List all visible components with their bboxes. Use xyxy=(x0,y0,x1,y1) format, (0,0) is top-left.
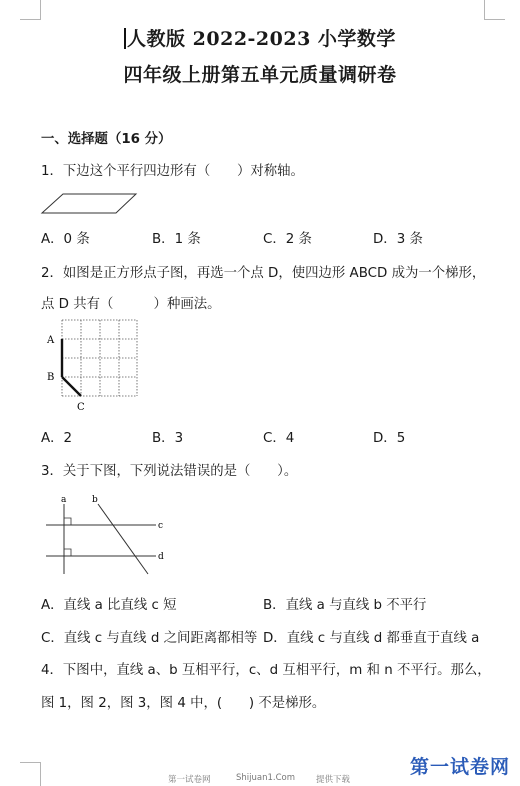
line-b xyxy=(98,504,148,574)
q2-option-a[interactable]: A．2 xyxy=(41,431,73,446)
right-angle-mark-top xyxy=(64,518,71,525)
line-label-a: a xyxy=(61,495,67,505)
point-label-c: C xyxy=(77,402,85,413)
q1-option-d[interactable]: D．3 条 xyxy=(373,232,423,247)
q3-option-a[interactable]: A．直线 a 比直线 c 短 xyxy=(41,598,177,613)
q1-parallelogram-figure xyxy=(40,192,140,217)
line-label-c: c xyxy=(158,521,164,531)
footer-left: 第一试卷网 xyxy=(168,775,211,785)
right-angle-mark-bottom xyxy=(64,549,71,556)
parallelogram-shape xyxy=(42,194,136,213)
q2-option-c[interactable]: C．4 xyxy=(263,431,295,446)
q3-option-c[interactable]: C．直线 c 与直线 d 之间距离都相等 xyxy=(41,631,258,646)
section-heading: 一、选择题（16 分） xyxy=(41,132,172,147)
text-cursor xyxy=(124,28,126,49)
corner-mark-top-right-h xyxy=(484,19,505,20)
corner-mark-top-right-v xyxy=(484,0,485,20)
corner-mark-bottom-left-h xyxy=(20,762,41,763)
q2-option-d[interactable]: D．5 xyxy=(373,431,406,446)
point-label-a: A xyxy=(47,335,55,346)
corner-mark-top-left-h xyxy=(20,19,41,20)
document-title-line1 xyxy=(0,24,520,51)
corner-mark-top-left-v xyxy=(40,0,41,20)
q2-option-b[interactable]: B．3 xyxy=(152,431,184,446)
segment-bc xyxy=(62,377,81,396)
point-label-b: B xyxy=(47,372,55,383)
dotted-grid xyxy=(62,320,137,396)
title-line1-text: 人教版 2022-2023 小学数学 xyxy=(127,28,396,50)
document-title-line2: 四年级上册第五单元质量调研卷 xyxy=(123,64,397,86)
q3-lines-figure xyxy=(40,494,170,580)
q4-stem-line1: 4．下图中，直线 a、b 互相平行，c、d 互相平行，m 和 n 不平行。那么， xyxy=(41,663,491,678)
q4-stem-line2: 图 1，图 2，图 3，图 4 中，( ) 不是梯形。 xyxy=(41,696,326,711)
q2-stem-line2: 点 D 共有（ ）种画法。 xyxy=(41,297,221,312)
line-label-d: d xyxy=(158,552,164,562)
q1-option-c[interactable]: C．2 条 xyxy=(263,232,312,247)
line-label-b: b xyxy=(92,495,98,505)
footer-middle: Shijuan1.Com xyxy=(236,773,296,783)
q2-dot-grid-figure xyxy=(44,318,144,416)
brand-watermark: 第一试卷网 xyxy=(410,756,511,778)
q1-option-b[interactable]: B．1 条 xyxy=(152,232,201,247)
q3-stem: 3．关于下图，下列说法错误的是（ ）。 xyxy=(41,464,298,479)
corner-mark-bottom-left-v xyxy=(40,762,41,786)
q1-stem: 1．下边这个平行四边形有（ ）对称轴。 xyxy=(41,164,304,179)
q1-option-a[interactable]: A．0 条 xyxy=(41,232,90,247)
q2-stem-line1: 2．如图是正方形点子图，再选一个点 D，使四边形 ABCD 成为一个梯形， xyxy=(41,266,486,281)
q3-option-d[interactable]: D．直线 c 与直线 d 都垂直于直线 a xyxy=(263,631,480,646)
footer-right: 提供下载 xyxy=(316,775,351,785)
q3-option-b[interactable]: B．直线 a 与直线 b 不平行 xyxy=(263,598,427,613)
